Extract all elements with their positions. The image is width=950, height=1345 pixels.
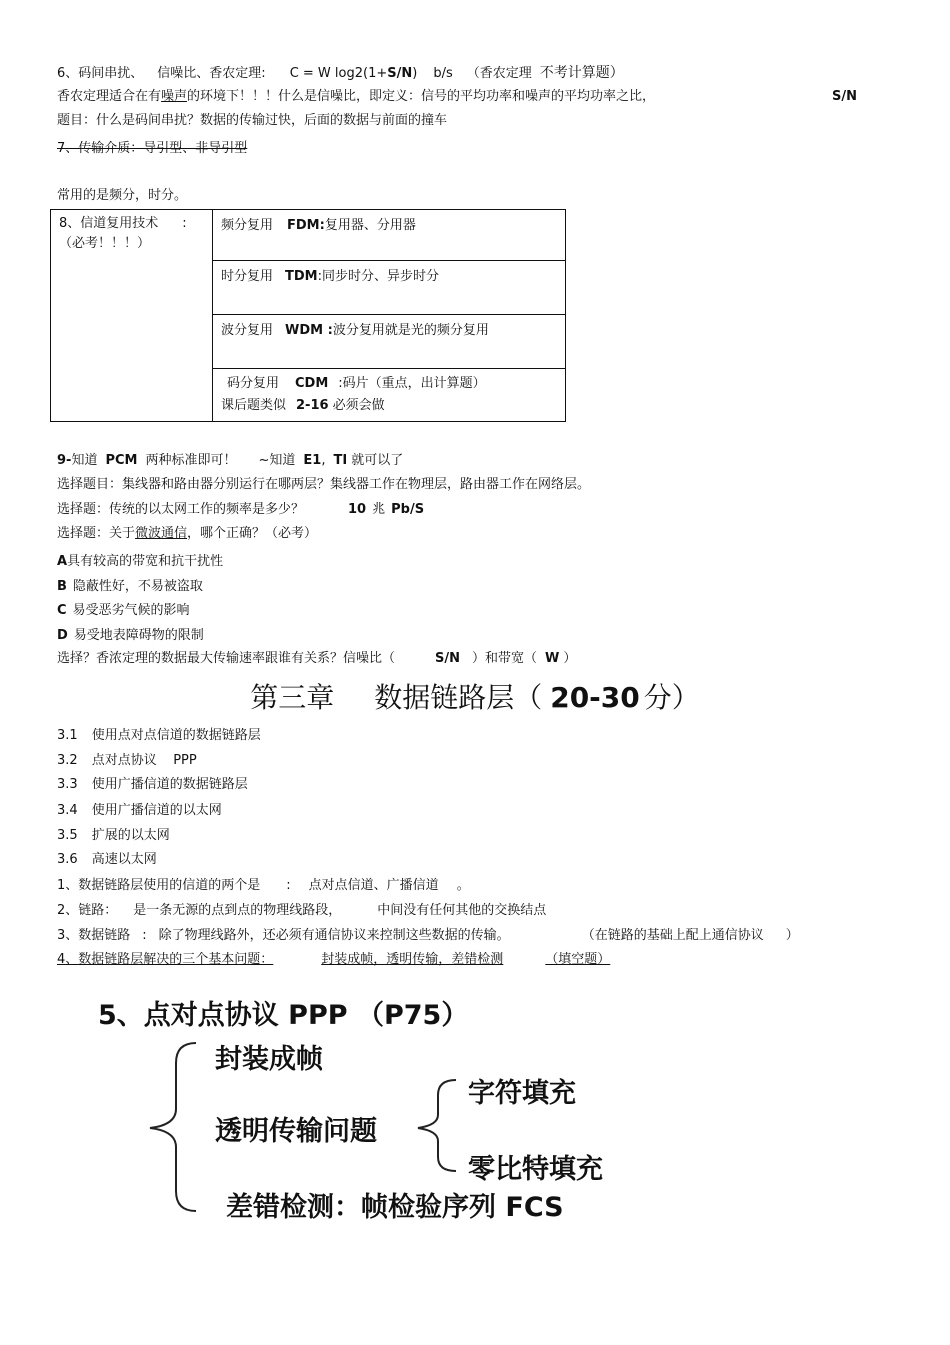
text: 选择题：关于	[57, 526, 136, 541]
point-4	[57, 951, 622, 969]
toc-item	[57, 776, 248, 794]
text: （香农定理	[466, 66, 532, 81]
node-error-detection: 差错检测：帧检验序列 FCS	[226, 1192, 564, 1223]
toc-number: 3.5	[57, 828, 78, 843]
text: 波分复用	[221, 323, 274, 338]
text: 封装成帧，透明传输，差错检测	[321, 952, 504, 967]
text: 点对点信道、广播信道	[308, 878, 439, 893]
text: 不考计算题）	[539, 65, 624, 81]
text: 复用器、分用器	[324, 218, 416, 233]
question-microwave	[57, 525, 317, 543]
text: ）和带宽（	[472, 651, 538, 666]
cdm-cell	[213, 369, 566, 422]
option-a	[57, 553, 223, 571]
chapter-title	[0, 678, 950, 718]
text: :	[182, 216, 187, 231]
sub-brace-icon	[418, 1080, 456, 1171]
text: ,	[321, 453, 326, 468]
text: 选择题：传统的以太网工作的频率是多少？	[57, 502, 305, 517]
toc-text: 使用广播信道的数据链路层	[91, 777, 248, 792]
text: 3、数据链路	[57, 928, 131, 943]
text: S/N	[435, 651, 461, 666]
toc-item	[57, 851, 157, 869]
text: CDM	[295, 376, 329, 391]
text: 课后题类似	[221, 398, 287, 413]
text: 兆	[372, 502, 386, 517]
diagram-title: 5、点对点协议 PPP （P75）	[98, 1000, 469, 1031]
table-lead-cell	[51, 210, 213, 422]
node-transparent-transfer: 透明传输问题	[215, 1116, 377, 1147]
option-key: C	[57, 603, 67, 618]
option-d	[57, 627, 204, 645]
snr-definition	[57, 88, 655, 106]
fdm-cell	[213, 210, 566, 261]
section-7-media: 7、传输介质：导引型、非导引型	[57, 141, 248, 156]
toc-number: 3.6	[57, 852, 78, 867]
toc-number: 3.4	[57, 803, 78, 818]
text: 信噪比	[157, 66, 197, 81]
text: 必须会做	[332, 398, 385, 413]
text: 两种标准即可！	[145, 453, 237, 468]
shannon-formula: C = W log2(1+	[289, 66, 388, 81]
text: :	[142, 928, 147, 943]
toc-number: 3.2	[57, 753, 78, 768]
option-text: 隐蔽性好，不易被盗取	[72, 579, 203, 594]
question-hub-router: 选择题目：集线器和路由器分别运行在哪两层？集线器工作在物理层，路由器工作在网络层。	[57, 477, 591, 492]
isi-question: 题目：什么是码间串扰？数据的传输过快，后面的数据与前面的撞车	[57, 113, 448, 128]
toc-item	[57, 752, 197, 770]
text: 9-	[57, 453, 72, 468]
tdm-cell	[213, 261, 566, 315]
point-2	[57, 902, 546, 920]
text: 数据链路层（	[374, 681, 543, 714]
section-9-pcm	[57, 452, 403, 470]
text: ）	[785, 928, 799, 943]
text: 时分复用	[221, 269, 274, 284]
text: ）	[563, 651, 577, 666]
text: :同步时分、异步时分	[317, 269, 440, 284]
option-key: D	[57, 628, 68, 643]
common-note: 常用的是频分，时分。	[57, 188, 188, 203]
option-text: 易受地表障碍物的限制	[73, 628, 204, 643]
wdm-cell	[213, 315, 566, 369]
text: 中间没有任何其他的交换结点	[377, 903, 547, 918]
node-bit-stuffing: 零比特填充	[468, 1154, 603, 1185]
toc-text: 使用点对点信道的数据链路层	[91, 728, 261, 743]
toc-text: 扩展的以太网	[91, 828, 170, 843]
section-6-heading	[57, 64, 624, 83]
point-1	[57, 877, 470, 895]
text: 。	[456, 878, 470, 893]
text: WDM :	[285, 323, 333, 338]
text: 第三章	[250, 681, 335, 714]
text: TI	[333, 453, 348, 468]
toc-text: 使用广播信道的以太网	[91, 803, 222, 818]
text: （在链路的基础上配上通信协议	[581, 928, 764, 943]
text: FDM:	[287, 218, 325, 233]
text: （填空题）	[545, 952, 611, 967]
underlined-text: 微波通信	[135, 526, 188, 541]
node-framing: 封装成帧	[215, 1044, 323, 1075]
text: 香农定理适合在有	[57, 89, 162, 104]
text: 频分复用	[221, 218, 274, 233]
toc-item	[57, 827, 170, 845]
text: :码片（重点，出计算题）	[338, 376, 486, 391]
text: W	[545, 651, 560, 666]
text: 20-30	[550, 681, 640, 714]
text: 、香农定理:	[196, 66, 266, 81]
toc-item	[57, 802, 222, 820]
text: TDM	[285, 269, 318, 284]
text: 6、码间串扰、	[57, 66, 144, 81]
option-b	[57, 578, 203, 596]
text: Pb/S	[391, 502, 425, 517]
text: 选择？香浓定理的数据最大传输速率跟谁有关系？信噪比（	[57, 651, 396, 666]
option-text: 易受恶劣气候的影响	[72, 603, 190, 618]
text: 就可以了	[351, 453, 404, 468]
text: 知道	[71, 453, 98, 468]
underlined-text: 噪声	[161, 89, 188, 104]
option-c	[57, 602, 190, 620]
point-3	[57, 927, 799, 945]
text: 4、数据链路层解决的三个基本问题：	[57, 952, 274, 967]
text: :	[286, 878, 291, 893]
toc-number: 3.1	[57, 728, 78, 743]
text: 是一条无源的点到点的物理线路段，	[133, 903, 342, 918]
text: ~知道	[258, 453, 296, 468]
toc-text: 高速以太网	[91, 852, 157, 867]
toc-text: 点对点协议 PPP	[91, 753, 197, 768]
toc-item	[57, 727, 261, 745]
text: 波分复用就是光的频分复用	[332, 323, 489, 338]
text: )	[412, 66, 418, 81]
node-byte-stuffing: 字符填充	[468, 1078, 576, 1109]
text: 10	[348, 502, 367, 517]
option-text: 具有较高的带宽和抗干扰性	[67, 554, 224, 569]
text: 码分复用	[227, 376, 280, 391]
text: PCM	[105, 453, 138, 468]
option-key: B	[57, 579, 67, 594]
text: 8、信道复用技术	[59, 216, 159, 231]
text: ，哪个正确？（必考）	[187, 526, 318, 541]
question-ethernet-rate	[57, 501, 424, 519]
text: E1	[303, 453, 322, 468]
text: 2、链路：	[57, 903, 118, 918]
multiplexing-table	[50, 209, 566, 422]
toc-number: 3.3	[57, 777, 78, 792]
main-brace-icon	[150, 1043, 196, 1211]
text: 1、数据链路层使用的信道的两个是	[57, 878, 261, 893]
text: b/s	[433, 66, 453, 81]
text: 除了物理线路外，还必须有通信协议来控制这些数据的传输。	[158, 928, 510, 943]
question-shannon-rate	[57, 650, 576, 668]
text: 的环境下！！！什么是信噪比，即定义：信号的平均功率和噪声的平均功率之比，	[187, 89, 656, 104]
text: 分）	[643, 681, 700, 714]
ppp-diagram	[0, 985, 950, 1225]
snr-symbol: S/N	[832, 89, 857, 104]
option-key: A	[57, 554, 68, 569]
text: （必考！！！）	[59, 236, 151, 251]
text: S/N	[387, 66, 413, 81]
text: 2-16	[296, 398, 329, 413]
